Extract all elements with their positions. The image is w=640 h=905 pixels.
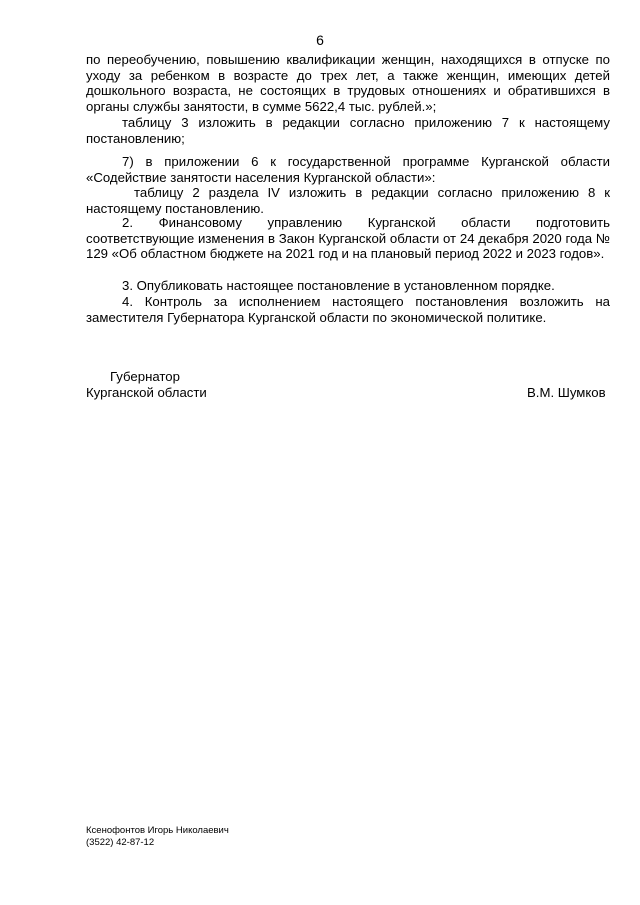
paragraph-item7: 7) в приложении 6 к государственной программе Курганской области «Содействие занятости населения Курганской области»: xyxy=(86,154,610,185)
paragraph-continuation: по переобучению, повышению квалификации женщин, находящихся в отпуске по уходу за ребенком в возрасте до трех лет, а также женщин, имеющих детей дошкольного возраста, не состоящих в трудовых отношениях и обратившихся в органы службы занятости, в сумме 5622,4 тыс. рублей.»; xyxy=(86,52,610,114)
paragraph-table3: таблицу 3 изложить в редакции согласно приложению 7 к настоящему постановлению; xyxy=(86,115,610,146)
paragraph-control: 4. Контроль за исполнением настоящего постановления возложить на заместителя Губернатора Курганской области по экономической политике. xyxy=(86,294,610,325)
signature-name: В.М. Шумков xyxy=(527,385,606,400)
paragraph-publish: 3. Опубликовать настоящее постановление в установленном порядке. xyxy=(122,278,555,293)
page-number: 6 xyxy=(316,32,324,48)
executor-name: Ксенофонтов Игорь Николаевич xyxy=(86,825,229,836)
signature-title-line2: Курганской области xyxy=(86,385,207,400)
paragraph-table2: таблицу 2 раздела IV изложить в редакции согласно приложению 8 к настоящему постановлению. xyxy=(86,185,610,216)
executor-phone: (3522) 42-87-12 xyxy=(86,837,155,848)
paragraph-finance: 2. Финансовому управлению Курганской области подготовить соответствующие изменения в Закон Курганской области от 24 декабря 2020 года № 129 «Об областном бюджете на 2021 год и на плановый период 2022 и 2023 годов». xyxy=(86,215,610,262)
signature-title-line1: Губернатор xyxy=(110,369,180,384)
